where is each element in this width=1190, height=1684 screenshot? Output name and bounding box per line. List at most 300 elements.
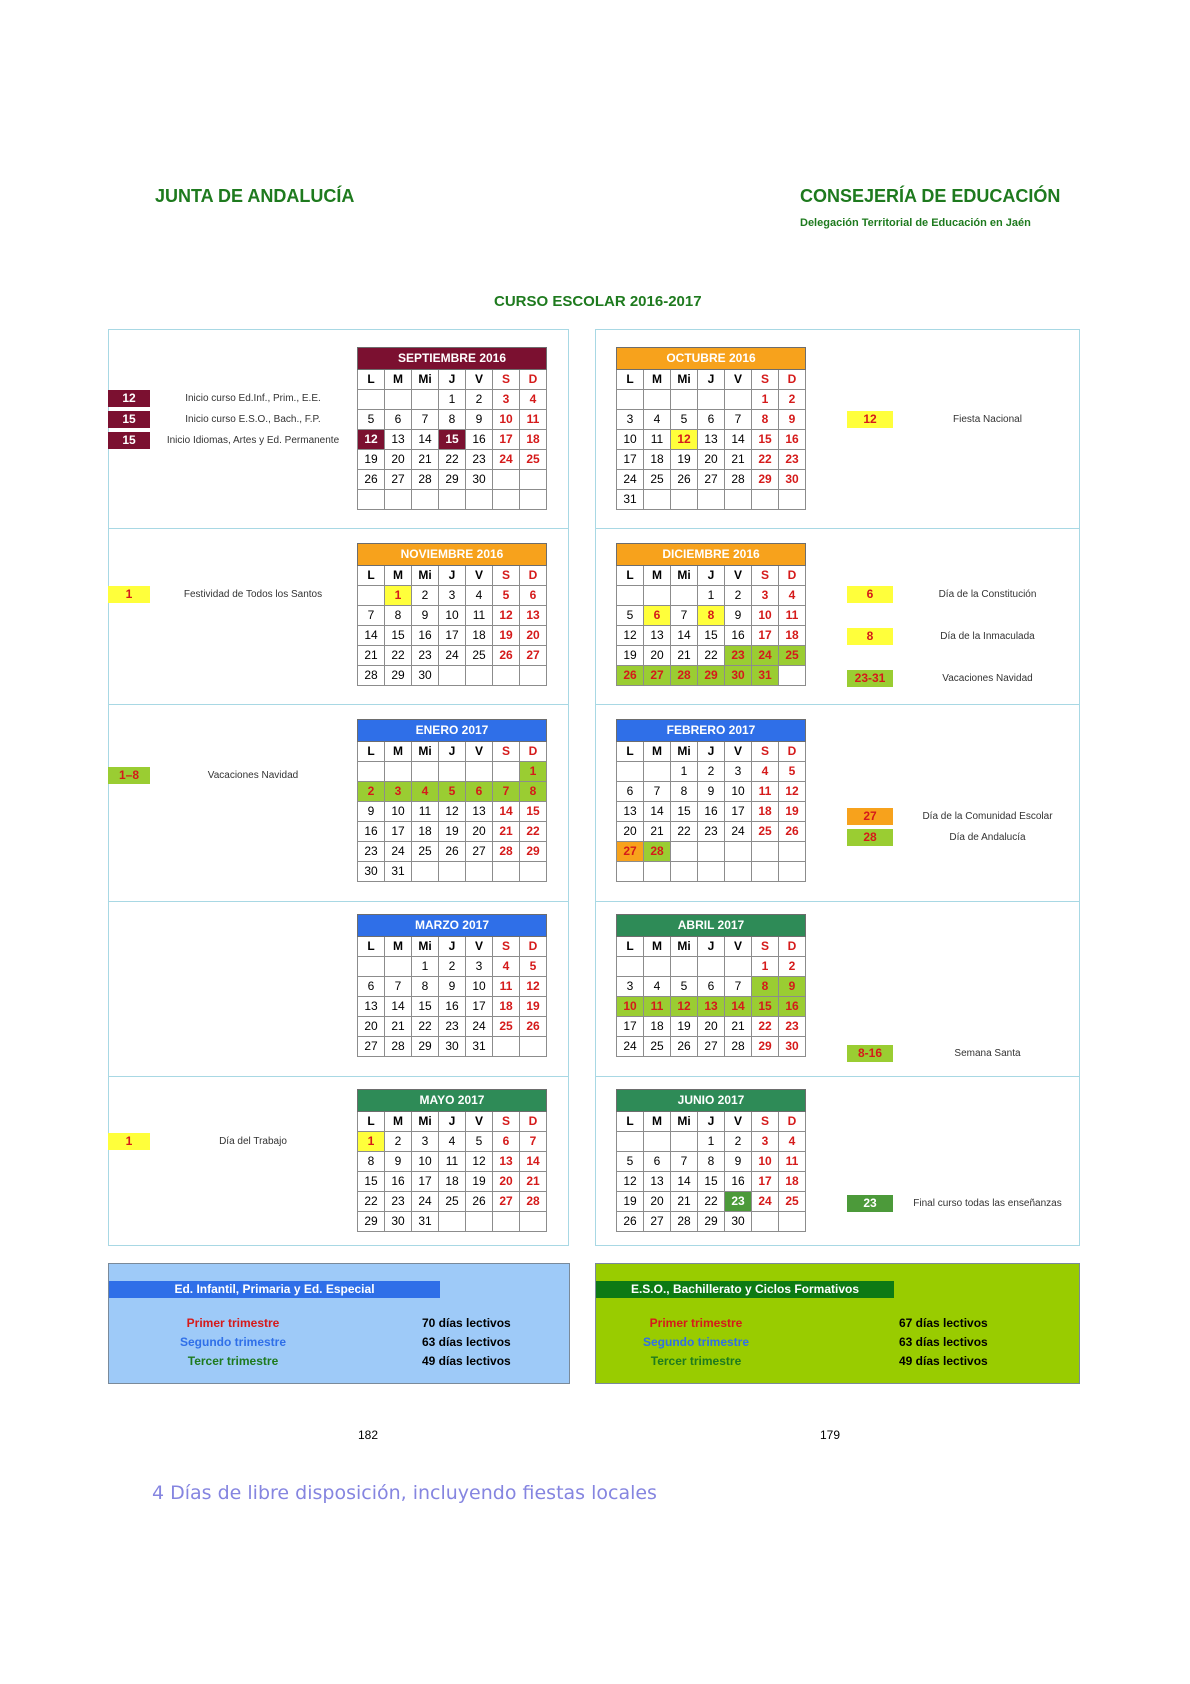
day-cell: 5 (671, 977, 698, 997)
day-cell: 2 (779, 957, 806, 977)
empty-cell (698, 957, 725, 977)
day-cell: 14 (671, 1172, 698, 1192)
empty-cell (466, 1212, 493, 1232)
event-label: Vacaciones Navidad (942, 673, 1033, 684)
summary-left-row1-value: 70 días lectivos (422, 1316, 511, 1330)
day-cell: 26 (439, 842, 466, 862)
day-cell: 10 (466, 977, 493, 997)
day-cell: 31 (385, 862, 412, 882)
day-cell: 28 (725, 470, 752, 490)
day-cell: 2 (698, 762, 725, 782)
day-cell: 17 (466, 997, 493, 1017)
day-cell: 21 (358, 646, 385, 666)
day-cell: 10 (752, 1152, 779, 1172)
empty-cell (671, 586, 698, 606)
weekday-header: V (725, 1112, 752, 1132)
day-cell: 16 (358, 822, 385, 842)
empty-cell (439, 1212, 466, 1232)
day-cell: 1 (358, 1132, 385, 1152)
day-cell: 24 (725, 822, 752, 842)
day-cell: 8 (412, 977, 439, 997)
day-cell: 9 (412, 606, 439, 626)
empty-cell (617, 586, 644, 606)
day-cell: 2 (466, 390, 493, 410)
day-cell: 24 (493, 450, 520, 470)
month-title: SEPTIEMBRE 2016 (358, 348, 547, 370)
day-cell: 13 (644, 626, 671, 646)
day-cell: 27 (385, 470, 412, 490)
day-cell: 30 (358, 862, 385, 882)
day-cell: 2 (725, 1132, 752, 1152)
empty-cell (385, 490, 412, 510)
day-cell: 5 (520, 957, 547, 977)
day-cell: 3 (617, 410, 644, 430)
day-cell: 2 (385, 1132, 412, 1152)
day-cell: 30 (725, 666, 752, 686)
weekday-header: D (520, 1112, 547, 1132)
empty-cell (520, 666, 547, 686)
weekday-header: V (725, 937, 752, 957)
weekday-header: Mi (671, 566, 698, 586)
day-cell: 7 (520, 1132, 547, 1152)
month-title: DICIEMBRE 2016 (617, 544, 806, 566)
summary-right (595, 1263, 1080, 1384)
day-cell: 7 (385, 977, 412, 997)
day-cell: 12 (779, 782, 806, 802)
empty-cell (439, 490, 466, 510)
day-cell: 31 (466, 1037, 493, 1057)
calendar-febrero (616, 719, 806, 882)
day-cell: 22 (671, 822, 698, 842)
event-badge: 8 (847, 628, 893, 645)
day-cell: 14 (493, 802, 520, 822)
day-cell: 28 (671, 1212, 698, 1232)
day-cell: 30 (412, 666, 439, 686)
day-cell: 14 (385, 997, 412, 1017)
day-cell: 2 (439, 957, 466, 977)
empty-cell (617, 862, 644, 882)
empty-cell (412, 490, 439, 510)
empty-cell (493, 666, 520, 686)
empty-cell (493, 1212, 520, 1232)
day-cell: 22 (358, 1192, 385, 1212)
weekday-header: V (466, 566, 493, 586)
day-cell: 16 (412, 626, 439, 646)
empty-cell (617, 1132, 644, 1152)
day-cell: 17 (725, 802, 752, 822)
weekday-header: L (358, 1112, 385, 1132)
empty-cell (466, 490, 493, 510)
summary-right-title: E.S.O., Bachillerato y Ciclos Formativos (596, 1281, 894, 1298)
header-left: JUNTA DE ANDALUCÍA (155, 186, 355, 206)
weekday-header: J (698, 937, 725, 957)
empty-cell (493, 762, 520, 782)
day-cell: 28 (671, 666, 698, 686)
day-cell: 23 (725, 1192, 752, 1212)
empty-cell (439, 666, 466, 686)
day-cell: 17 (439, 626, 466, 646)
day-cell: 17 (752, 1172, 779, 1192)
weekday-header: M (644, 370, 671, 390)
day-cell: 8 (752, 410, 779, 430)
weekday-header: Mi (671, 742, 698, 762)
weekday-header: L (617, 1112, 644, 1132)
weekday-header: L (358, 370, 385, 390)
weekday-header: Mi (412, 742, 439, 762)
day-cell: 13 (698, 430, 725, 450)
day-cell: 14 (644, 802, 671, 822)
calendar-abril (616, 914, 806, 1057)
day-cell: 2 (358, 782, 385, 802)
day-cell: 22 (752, 450, 779, 470)
weekday-header: Mi (671, 937, 698, 957)
weekday-header: S (493, 566, 520, 586)
empty-cell (617, 762, 644, 782)
day-cell: 28 (493, 842, 520, 862)
day-cell: 20 (358, 1017, 385, 1037)
event-badge: 12 (847, 411, 893, 428)
day-cell: 18 (644, 1017, 671, 1037)
day-cell: 14 (520, 1152, 547, 1172)
summary-left-row2-value: 63 días lectivos (422, 1335, 511, 1349)
calendar-diciembre (616, 543, 806, 686)
empty-cell (466, 666, 493, 686)
day-cell: 28 (358, 666, 385, 686)
calendar-marzo (357, 914, 547, 1057)
day-cell: 8 (752, 977, 779, 997)
day-cell: 1 (439, 390, 466, 410)
day-cell: 31 (752, 666, 779, 686)
day-cell: 23 (439, 1017, 466, 1037)
empty-cell (358, 957, 385, 977)
day-cell: 22 (752, 1017, 779, 1037)
month-title: ABRIL 2017 (617, 915, 806, 937)
day-cell: 27 (466, 842, 493, 862)
day-cell: 15 (698, 626, 725, 646)
weekday-header: L (358, 742, 385, 762)
day-cell: 11 (439, 1152, 466, 1172)
summary-right-row1-label: Primer trimestre (649, 1316, 743, 1330)
day-cell: 6 (520, 586, 547, 606)
row-divider (108, 704, 569, 705)
day-cell: 9 (779, 977, 806, 997)
day-cell: 8 (385, 606, 412, 626)
day-cell: 19 (671, 1017, 698, 1037)
weekday-header: D (779, 937, 806, 957)
empty-cell (671, 490, 698, 510)
day-cell: 27 (644, 1212, 671, 1232)
day-cell: 7 (725, 977, 752, 997)
weekday-header: S (752, 1112, 779, 1132)
day-cell: 21 (725, 1017, 752, 1037)
weekday-header: V (466, 742, 493, 762)
day-cell: 1 (671, 762, 698, 782)
empty-cell (412, 390, 439, 410)
summary-right-row3-value: 49 días lectivos (899, 1354, 988, 1368)
day-cell: 24 (617, 470, 644, 490)
empty-cell (493, 490, 520, 510)
empty-cell (412, 762, 439, 782)
day-cell: 4 (779, 586, 806, 606)
day-cell: 24 (412, 1192, 439, 1212)
day-cell: 5 (617, 1152, 644, 1172)
day-cell: 27 (644, 666, 671, 686)
day-cell: 18 (439, 1172, 466, 1192)
day-cell: 5 (671, 410, 698, 430)
header-right: CONSEJERÍA DE EDUCACIÓN (800, 186, 1061, 206)
summary-left-title: Ed. Infantil, Primaria y Ed. Especial (109, 1281, 440, 1298)
day-cell: 26 (779, 822, 806, 842)
day-cell: 15 (752, 997, 779, 1017)
day-cell: 23 (779, 1017, 806, 1037)
event-badge: 12 (108, 390, 150, 407)
event-badge: 23-31 (847, 670, 893, 687)
empty-cell (725, 390, 752, 410)
day-cell: 24 (385, 842, 412, 862)
event-label: Día de la Inmaculada (940, 631, 1035, 642)
empty-cell (358, 390, 385, 410)
day-cell: 21 (493, 822, 520, 842)
empty-cell (671, 842, 698, 862)
day-cell: 8 (698, 1152, 725, 1172)
empty-cell (644, 1132, 671, 1152)
day-cell: 29 (752, 470, 779, 490)
empty-cell (520, 470, 547, 490)
day-cell: 17 (493, 430, 520, 450)
day-cell: 22 (385, 646, 412, 666)
day-cell: 9 (725, 1152, 752, 1172)
day-cell: 15 (752, 430, 779, 450)
day-cell: 4 (412, 782, 439, 802)
day-cell: 11 (644, 997, 671, 1017)
weekday-header: V (725, 566, 752, 586)
event-badge: 27 (847, 808, 893, 825)
day-cell: 25 (439, 1192, 466, 1212)
empty-cell (412, 862, 439, 882)
day-cell: 10 (752, 606, 779, 626)
day-cell: 8 (439, 410, 466, 430)
weekday-header: J (439, 1112, 466, 1132)
empty-cell (671, 957, 698, 977)
day-cell: 19 (493, 626, 520, 646)
day-cell: 12 (358, 430, 385, 450)
empty-cell (644, 490, 671, 510)
day-cell: 3 (412, 1132, 439, 1152)
weekday-header: L (358, 566, 385, 586)
row-divider (595, 1076, 1080, 1077)
day-cell: 27 (358, 1037, 385, 1057)
weekday-header: S (493, 742, 520, 762)
event-badge: 15 (108, 432, 150, 449)
weekday-header: Mi (412, 566, 439, 586)
day-cell: 3 (752, 586, 779, 606)
day-cell: 9 (385, 1152, 412, 1172)
header-subtitle: Delegación Territorial de Educación en Jaén (800, 217, 1031, 229)
day-cell: 10 (617, 997, 644, 1017)
day-cell: 6 (493, 1132, 520, 1152)
day-cell: 27 (698, 1037, 725, 1057)
day-cell: 15 (520, 802, 547, 822)
row-divider (108, 1076, 569, 1077)
event-badge: 23 (847, 1195, 893, 1212)
weekday-header: M (385, 937, 412, 957)
weekday-header: M (644, 937, 671, 957)
empty-cell (493, 1037, 520, 1057)
weekday-header: L (358, 937, 385, 957)
day-cell: 1 (385, 586, 412, 606)
day-cell: 3 (725, 762, 752, 782)
weekday-header: Mi (671, 370, 698, 390)
day-cell: 19 (617, 646, 644, 666)
day-cell: 11 (644, 430, 671, 450)
empty-cell (385, 390, 412, 410)
day-cell: 1 (412, 957, 439, 977)
empty-cell (698, 862, 725, 882)
event-badge: 1–8 (108, 767, 150, 784)
empty-cell (358, 586, 385, 606)
empty-cell (779, 666, 806, 686)
day-cell: 12 (439, 802, 466, 822)
event-label: Día del Trabajo (219, 1136, 287, 1147)
weekday-header: S (752, 566, 779, 586)
day-cell: 25 (520, 450, 547, 470)
day-cell: 10 (725, 782, 752, 802)
day-cell: 12 (617, 1172, 644, 1192)
empty-cell (466, 862, 493, 882)
day-cell: 4 (644, 410, 671, 430)
weekday-header: Mi (671, 1112, 698, 1132)
month-title: JUNIO 2017 (617, 1090, 806, 1112)
day-cell: 27 (617, 842, 644, 862)
day-cell: 7 (412, 410, 439, 430)
day-cell: 18 (779, 1172, 806, 1192)
day-cell: 4 (493, 957, 520, 977)
day-cell: 30 (439, 1037, 466, 1057)
empty-cell (779, 490, 806, 510)
calendar-septiembre (357, 347, 547, 510)
day-cell: 13 (358, 997, 385, 1017)
day-cell: 25 (644, 470, 671, 490)
total-right: 179 (820, 1428, 841, 1442)
day-cell: 17 (412, 1172, 439, 1192)
weekday-header: M (385, 742, 412, 762)
empty-cell (752, 490, 779, 510)
day-cell: 18 (779, 626, 806, 646)
day-cell: 13 (385, 430, 412, 450)
event-label: Festividad de Todos los Santos (183, 589, 323, 600)
day-cell: 11 (466, 606, 493, 626)
empty-cell (725, 490, 752, 510)
empty-cell (385, 957, 412, 977)
event-badge: 1 (108, 1133, 150, 1150)
day-cell: 28 (644, 842, 671, 862)
weekday-header: L (617, 370, 644, 390)
day-cell: 6 (644, 1152, 671, 1172)
empty-cell (644, 957, 671, 977)
day-cell: 16 (725, 626, 752, 646)
day-cell: 13 (698, 997, 725, 1017)
empty-cell (358, 762, 385, 782)
day-cell: 15 (358, 1172, 385, 1192)
weekday-header: V (466, 937, 493, 957)
day-cell: 18 (493, 997, 520, 1017)
day-cell: 20 (520, 626, 547, 646)
empty-cell (752, 1212, 779, 1232)
event-label: Final curso todas las enseñanzas (913, 1198, 1062, 1209)
summary-right-row2-value: 63 días lectivos (899, 1335, 988, 1349)
weekday-header: S (752, 937, 779, 957)
weekday-header: V (466, 370, 493, 390)
empty-cell (439, 762, 466, 782)
day-cell: 18 (520, 430, 547, 450)
day-cell: 4 (644, 977, 671, 997)
day-cell: 31 (412, 1212, 439, 1232)
day-cell: 10 (412, 1152, 439, 1172)
day-cell: 27 (520, 646, 547, 666)
day-cell: 1 (698, 586, 725, 606)
weekday-header: D (779, 566, 806, 586)
day-cell: 21 (412, 450, 439, 470)
event-label: Inicio curso E.S.O., Bach., F.P. (185, 414, 321, 425)
empty-cell (725, 862, 752, 882)
day-cell: 23 (358, 842, 385, 862)
calendar-mayo (357, 1089, 547, 1232)
day-cell: 29 (698, 1212, 725, 1232)
event-label: Inicio Idiomas, Artes y Ed. Permanente (166, 435, 340, 446)
day-cell: 19 (617, 1192, 644, 1212)
day-cell: 8 (358, 1152, 385, 1172)
day-cell: 30 (466, 470, 493, 490)
day-cell: 6 (385, 410, 412, 430)
day-cell: 5 (493, 586, 520, 606)
weekday-header: S (493, 937, 520, 957)
weekday-header: M (385, 1112, 412, 1132)
day-cell: 5 (439, 782, 466, 802)
weekday-header: S (493, 370, 520, 390)
day-cell: 4 (439, 1132, 466, 1152)
event-badge: 1 (108, 586, 150, 603)
day-cell: 28 (520, 1192, 547, 1212)
weekday-header: D (779, 742, 806, 762)
day-cell: 31 (617, 490, 644, 510)
day-cell: 11 (779, 606, 806, 626)
weekday-header: D (779, 1112, 806, 1132)
weekday-header: J (439, 937, 466, 957)
weekday-header: S (493, 1112, 520, 1132)
day-cell: 25 (752, 822, 779, 842)
day-cell: 18 (752, 802, 779, 822)
month-title: FEBRERO 2017 (617, 720, 806, 742)
day-cell: 28 (385, 1037, 412, 1057)
row-divider (595, 704, 1080, 705)
summary-left-row2-label: Segundo trimestre (179, 1335, 287, 1349)
day-cell: 22 (698, 646, 725, 666)
day-cell: 19 (466, 1172, 493, 1192)
empty-cell (439, 862, 466, 882)
day-cell: 30 (385, 1212, 412, 1232)
day-cell: 21 (671, 646, 698, 666)
day-cell: 10 (385, 802, 412, 822)
day-cell: 13 (644, 1172, 671, 1192)
day-cell: 4 (520, 390, 547, 410)
day-cell: 6 (358, 977, 385, 997)
day-cell: 9 (466, 410, 493, 430)
day-cell: 24 (752, 646, 779, 666)
footnote: 4 Días de libre disposición, incluyendo fiestas locales (152, 1482, 657, 1504)
day-cell: 26 (671, 470, 698, 490)
day-cell: 3 (752, 1132, 779, 1152)
empty-cell (644, 586, 671, 606)
